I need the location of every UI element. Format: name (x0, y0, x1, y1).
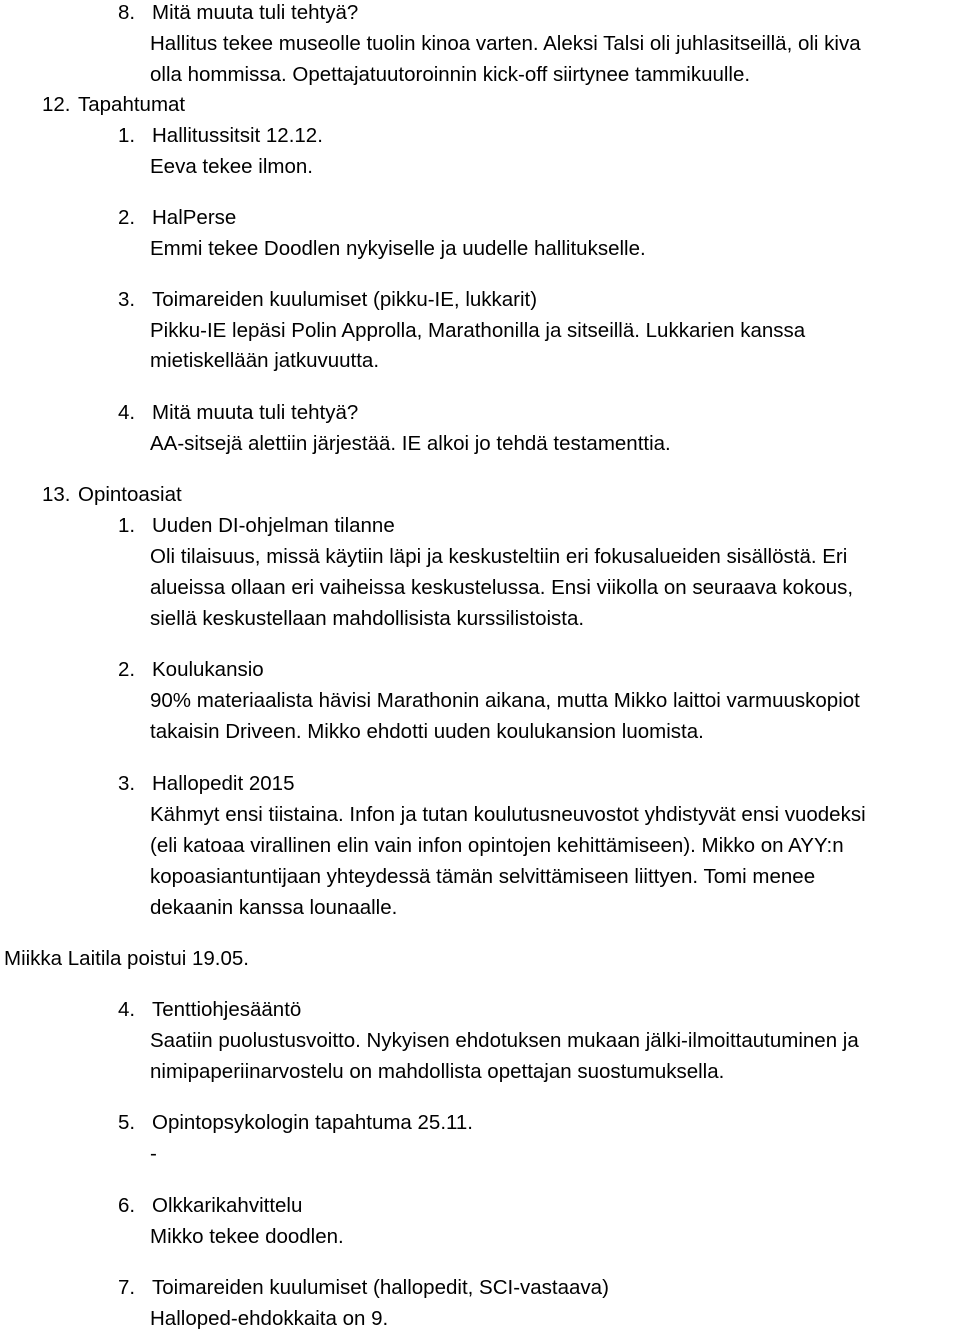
item-12-3-text-1: Pikku-IE lepäsi Polin Approlla, Marathonilla ja sitseillä. Lukkarien kanssa (150, 319, 806, 342)
section-13-number: 13. (42, 483, 71, 506)
item-12-2-number: 2. (118, 206, 136, 229)
item-13-2-text-2: takaisin Driveen. Mikko ehdotti uuden koulukansion luomista. (150, 720, 704, 743)
item-13-4-title: Tenttiohjesääntö (152, 998, 302, 1021)
item-13-5-number: 5. (118, 1111, 136, 1134)
section-12-number: 12. (42, 93, 71, 116)
item-13-6-text: Mikko tekee doodlen. (150, 1225, 344, 1248)
item-13-4-text-2: nimipaperiinarvostelu on mahdollista opettajan suostumuksella. (150, 1060, 725, 1083)
item-13-1-title: Uuden DI-ohjelman tilanne (152, 514, 395, 537)
item-13-3-title: Hallopedit 2015 (152, 772, 295, 795)
item-12-3-number: 3. (118, 288, 136, 311)
item-13-4-text-1: Saatiin puolustusvoitto. Nykyisen ehdotuksen mukaan jälki-ilmoittautuminen ja (150, 1029, 859, 1052)
item-13-6-title: Olkkarikahvittelu (152, 1194, 303, 1217)
item-13-2-title: Koulukansio (152, 658, 264, 681)
item-12-4-title: Mitä muuta tuli tehtyä? (152, 401, 359, 424)
item-8-title: Mitä muuta tuli tehtyä? (152, 1, 359, 24)
item-8-text-1: Hallitus tekee museolle tuolin kinoa varten. Aleksi Talsi oli juhlasitseillä, oli kiva (150, 32, 861, 55)
item-12-4-text: AA-sitsejä alettiin järjestää. IE alkoi jo tehdä testamenttia. (150, 432, 671, 455)
item-12-1-text: Eeva tekee ilmon. (150, 155, 313, 178)
item-12-4-number: 4. (118, 401, 136, 424)
item-12-1-title: Hallitussitsit 12.12. (152, 124, 323, 147)
departure-note: Miikka Laitila poistui 19.05. (4, 947, 249, 970)
item-12-2-text: Emmi tekee Doodlen nykyiselle ja uudelle hallitukselle. (150, 237, 646, 260)
item-13-1-text-2: alueissa ollaan eri vaiheissa keskustelussa. Ensi viikolla on seuraava kokous, (150, 576, 854, 599)
item-8-number: 8. (118, 1, 136, 24)
item-13-5-title: Opintopsykologin tapahtuma 25.11. (152, 1111, 474, 1134)
item-12-3-title: Toimareiden kuulumiset (pikku-IE, lukkarit) (152, 288, 538, 311)
section-13-title: Opintoasiat (78, 483, 182, 506)
item-13-3-text-4: dekaanin kanssa lounaalle. (150, 896, 398, 919)
item-13-5-text: - (150, 1142, 157, 1165)
item-13-1-number: 1. (118, 514, 136, 537)
item-12-3-text-2: mietiskellään jatkuvuutta. (150, 349, 380, 372)
section-12-title: Tapahtumat (78, 93, 186, 116)
item-8-text-2: olla hommissa. Opettajatuutoroinnin kick-off siirtynee tammikuulle. (150, 63, 751, 86)
item-13-3-text-3: kopoasiantuntijaan yhteydessä tämän selvittämiseen liittyen. Tomi menee (150, 865, 816, 888)
item-13-7-title: Toimareiden kuulumiset (hallopedit, SCI-vastaava) (152, 1276, 609, 1299)
item-13-1-text-1: Oli tilaisuus, missä käytiin läpi ja keskusteltiin eri fokusalueiden sisällöstä. Eri (150, 545, 848, 568)
item-13-7-number: 7. (118, 1276, 136, 1299)
item-13-3-text-2: (eli katoaa virallinen elin vain infon opintojen kehittämiseen). Mikko on AYY:n (150, 834, 844, 857)
item-13-3-text-1: Kähmyt ensi tiistaina. Infon ja tutan koulutusneuvostot yhdistyvät ensi vuodeksi (150, 803, 866, 826)
item-13-4-number: 4. (118, 998, 136, 1021)
item-12-1-number: 1. (118, 124, 136, 147)
item-13-1-text-3: siellä keskustellaan mahdollisista kurssilistoista. (150, 607, 585, 630)
item-13-2-number: 2. (118, 658, 136, 681)
item-13-6-number: 6. (118, 1194, 136, 1217)
item-13-7-text: Halloped-ehdokkaita on 9. (150, 1307, 389, 1330)
item-12-2-title: HalPerse (152, 206, 237, 229)
item-13-3-number: 3. (118, 772, 136, 795)
item-13-2-text-1: 90% materiaalista hävisi Marathonin aikana, mutta Mikko laittoi varmuuskopiot (150, 689, 860, 712)
